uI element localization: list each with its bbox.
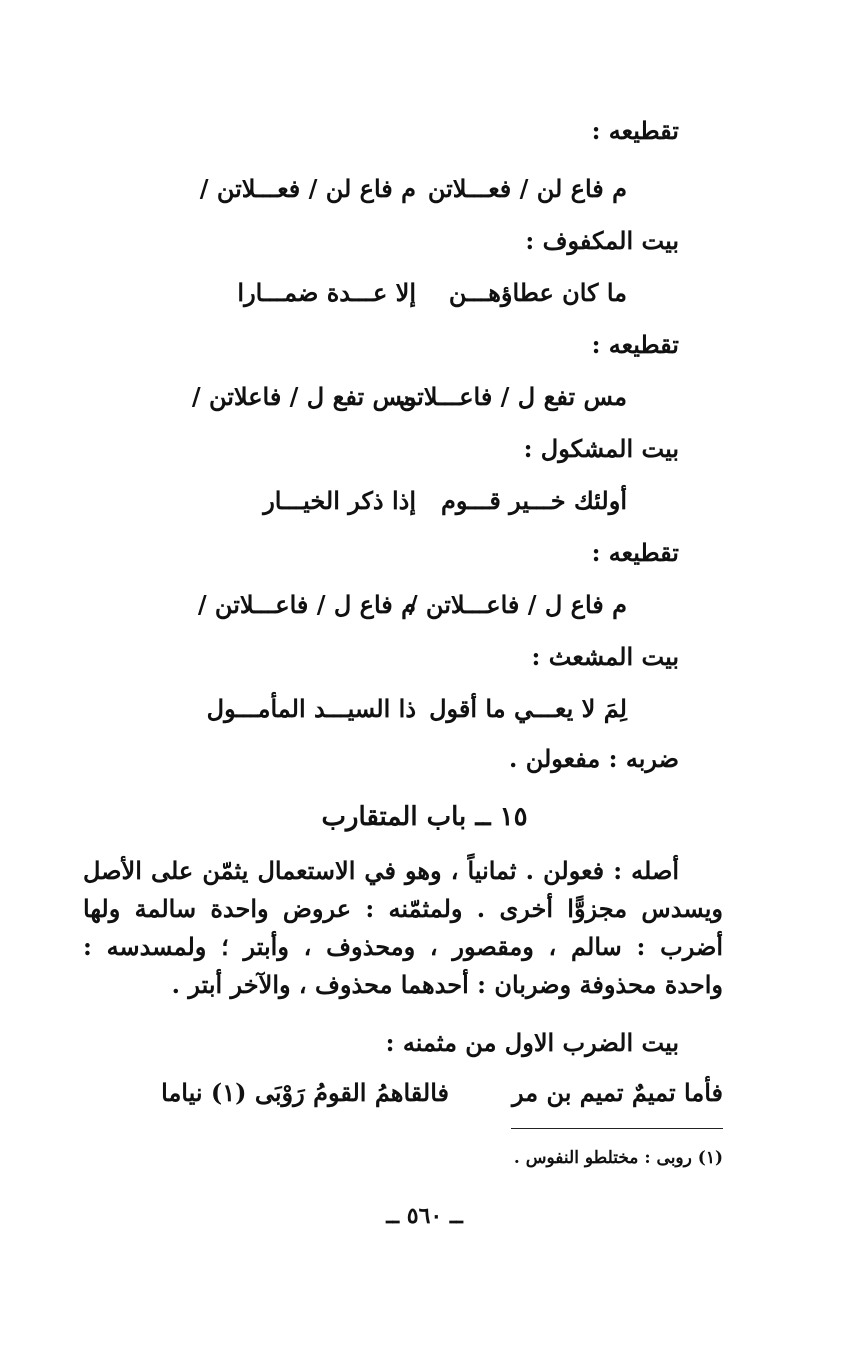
- verse-left-hemistich: إذا ذكر الخيـــار: [263, 486, 416, 515]
- verse-right-hemistich: مس تفع ل / فاعـــلاتن: [398, 382, 627, 411]
- paragraph-line: واحدة محذوفة وضربان : أحدهما محذوف ، والآخر أبتر .: [171, 970, 723, 999]
- example-verse-right: فأما تميمٌ تميم بن مر: [512, 1078, 723, 1107]
- page-number: ــ ٥٦٠ ــ: [386, 1203, 463, 1229]
- scansion-label: تقطيعه :: [591, 116, 679, 145]
- scansion-label: تقطيعه :: [591, 330, 679, 359]
- verse-title-makfuf: بيت المكفوف :: [525, 226, 679, 255]
- verse-left-hemistich: ذا السيـــد المأمـــول: [206, 694, 416, 723]
- paragraph-line: أصله : فعولن . ثمانياً ، وهو في الاستعمال يثمّن على الأصل: [83, 856, 679, 885]
- verse-right-hemistich: م فاع ل / فاعـــلاتن /: [408, 590, 627, 619]
- scansion-label: تقطيعه :: [591, 538, 679, 567]
- verse-right-hemistich: ما كان عطاؤهـــن: [448, 278, 627, 307]
- example-verse-left: فالقاهمُ القومُ رَوْبَى (١) نياما: [161, 1078, 449, 1107]
- example-label: بيت الضرب الاول من مثمنه :: [385, 1028, 679, 1057]
- footnote: (١) روبى : مختلطو النفوس .: [513, 1148, 723, 1168]
- verse-right-hemistich: لِمَ لا يعـــي ما أقول: [429, 694, 627, 723]
- verse-left-hemistich: م فاع ل / فاعـــلاتن /: [197, 590, 416, 619]
- section-heading: ١٥ ــ باب المتقارب: [321, 802, 528, 832]
- verse-title-mashkul: بيت المشكول :: [523, 434, 679, 463]
- darb-note: ضربه : مفعولن .: [508, 744, 679, 773]
- verse-title-mushaath: بيت المشعث :: [531, 642, 679, 671]
- paragraph-line: أضرب : سالم ، ومقصور ، ومحذوف ، وأبتر ؛ ولمسدسه :: [83, 932, 723, 961]
- verse-left-hemistich: م فاع لن / فعـــلاتن /: [199, 174, 416, 203]
- body-paragraph: [83, 852, 723, 1004]
- verse-right-hemistich: م فاع لن / فعـــلاتن: [427, 174, 627, 203]
- verse-right-hemistich: أولئك خـــير قـــوم: [441, 486, 627, 515]
- paragraph-line: ويسدس مجزوًّا أخرى . ولمثمّنه : عروض واحدة سالمة ولها: [83, 894, 723, 923]
- verse-left-hemistich: إلا عـــدة ضمـــارا: [237, 278, 416, 307]
- footnote-divider: [511, 1128, 723, 1129]
- verse-left-hemistich: مس تفع ل / فاعلاتن /: [191, 382, 416, 411]
